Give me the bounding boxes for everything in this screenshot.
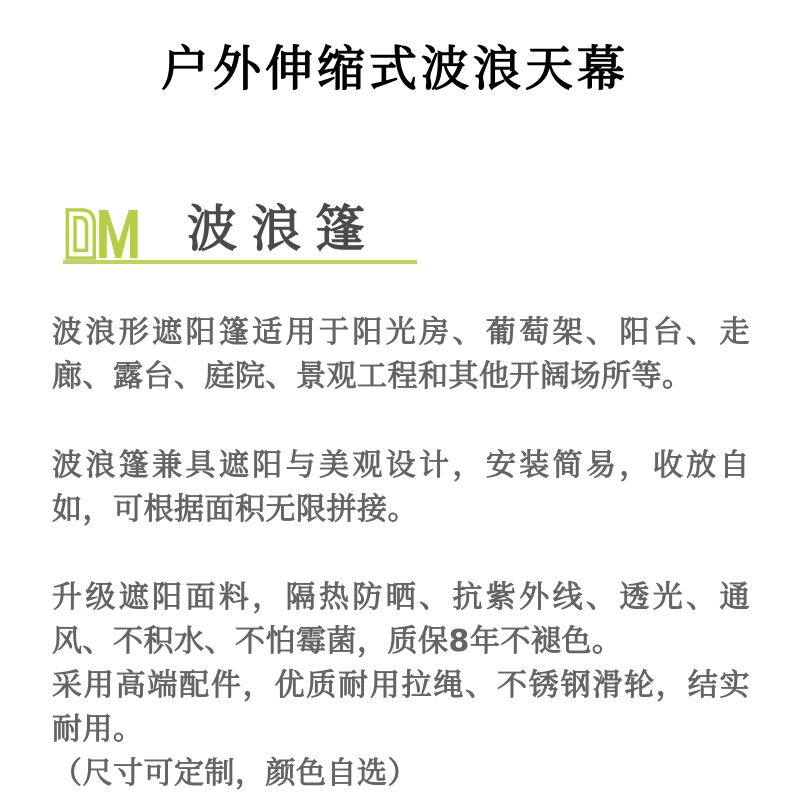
paragraph-material-features	[52, 576, 750, 796]
paragraph-usage-scenes: 波浪形遮阳篷适用于阳光房、葡萄架、阳台、走廊、露台、庭院、景观工程和其他开阔场所等。	[52, 315, 750, 394]
dm-logo	[63, 208, 141, 260]
feature-line-customization: （尺寸可定制，颜色自选）	[52, 756, 418, 791]
brand-name: 波浪篷	[187, 200, 379, 258]
paragraph-design-benefits: 波浪篷兼具遮阳与美观设计，安装简易，收放自如，可根据面积无限拼接。	[52, 448, 750, 527]
feature-line-hardware: 采用高端配件，优质耐用拉绳、不锈钢滑轮，结实耐用。	[52, 668, 750, 747]
logo-letter-d-icon	[67, 210, 94, 258]
brand-underline	[63, 260, 417, 264]
feature-line-fabric: 升级遮阳面料，隔热防晒、抗紫外线、透光、通风、不积水、不怕霉菌，质保8年不褪色。	[52, 580, 750, 659]
logo-letter-m-icon	[99, 210, 138, 258]
page-title: 户外伸缩式波浪天幕	[160, 41, 629, 97]
